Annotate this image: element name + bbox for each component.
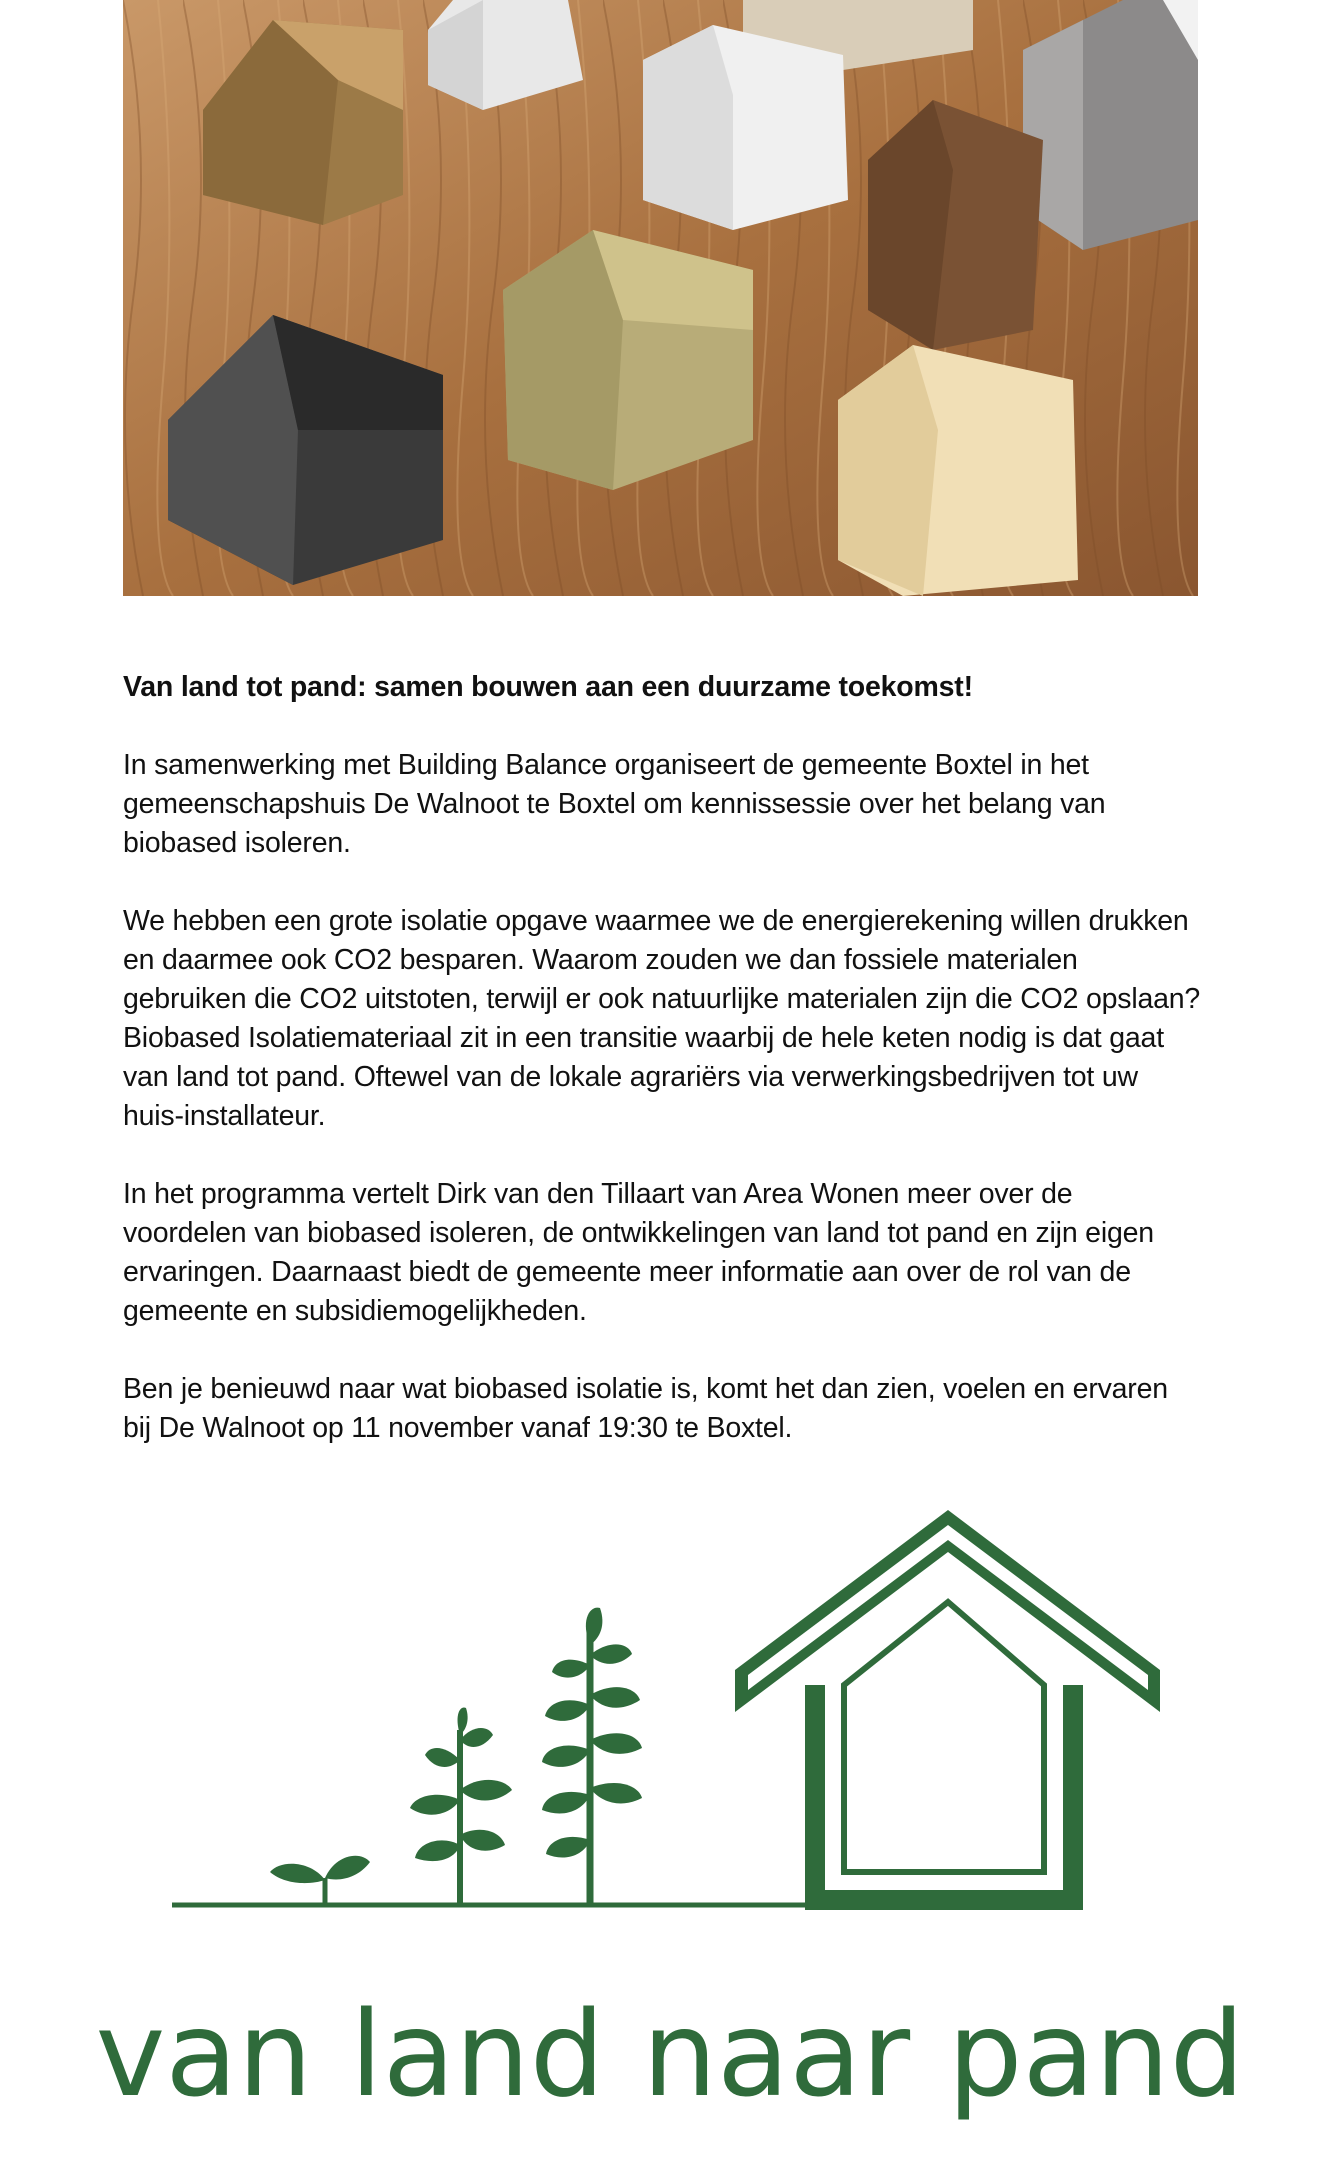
paragraph-program: In het programma vertelt Dirk van den Tillaart van Area Wonen meer over de voordelen van biobased isoleren, de ontwikkelingen van land tot pand en zijn eigen ervaringen. Daarnaast biedt de gemeente meer informatie aan over de rol van de gemeente en subsidiemogelijkheden.: [123, 1178, 1154, 1327]
brown-wool-house: [868, 100, 1043, 350]
house-outline-icon: [735, 1510, 1160, 1910]
paragraph-intro: In samenwerking met Building Balance organiseert de gemeente Boxtel in het gemeenschapshuis De Walnoot te Boxtel om kennissessie over het belang van biobased isoleren.: [123, 749, 1106, 859]
paragraph-insulation: We hebben een grote isolatie opgave waarmee we de energierekening willen drukken en daarmee ook CO2 besparen. Waarom zouden we dan fossiele materialen gebruiken die CO2 uitstoten, terwijl er ook natuurlijke materialen zijn die CO2 opslaan? Biobased Isolatiemateriaal zit in een transitie waarbij de hele keten nodig is dat gaat van land tot pand. Oftewel van de lokale agrariërs via verwerkingsbedrijven tot uw huis-installateur.: [123, 905, 1201, 1132]
medium-plant-icon: [410, 1707, 512, 1905]
paragraph-invitation: Ben je benieuwd naar wat biobased isolatie is, komt het dan zien, voelen en ervaren bij De Walnoot op 11 november vanaf 19:30 te Boxtel.: [123, 1373, 1168, 1444]
hero-photo: [123, 0, 1198, 596]
rock-wool-house: [503, 230, 753, 490]
tall-plant-icon: [542, 1608, 642, 1905]
logo-wordmark: van land naar pand: [95, 1985, 1245, 2123]
van-land-naar-pand-logo: [95, 1490, 1245, 2123]
seedling-icon: [270, 1856, 370, 1905]
logo-graphic: [95, 1490, 1245, 2123]
white-aircrete-house: [643, 25, 848, 230]
grey-concrete-house: [1023, 0, 1198, 250]
article: [123, 668, 1203, 1487]
cream-glass-wool-house: [838, 345, 1078, 596]
article-headline: Van land tot pand: samen bouwen aan een duurzame toekomst!: [123, 671, 973, 703]
insulation-houses-image: [123, 0, 1198, 596]
